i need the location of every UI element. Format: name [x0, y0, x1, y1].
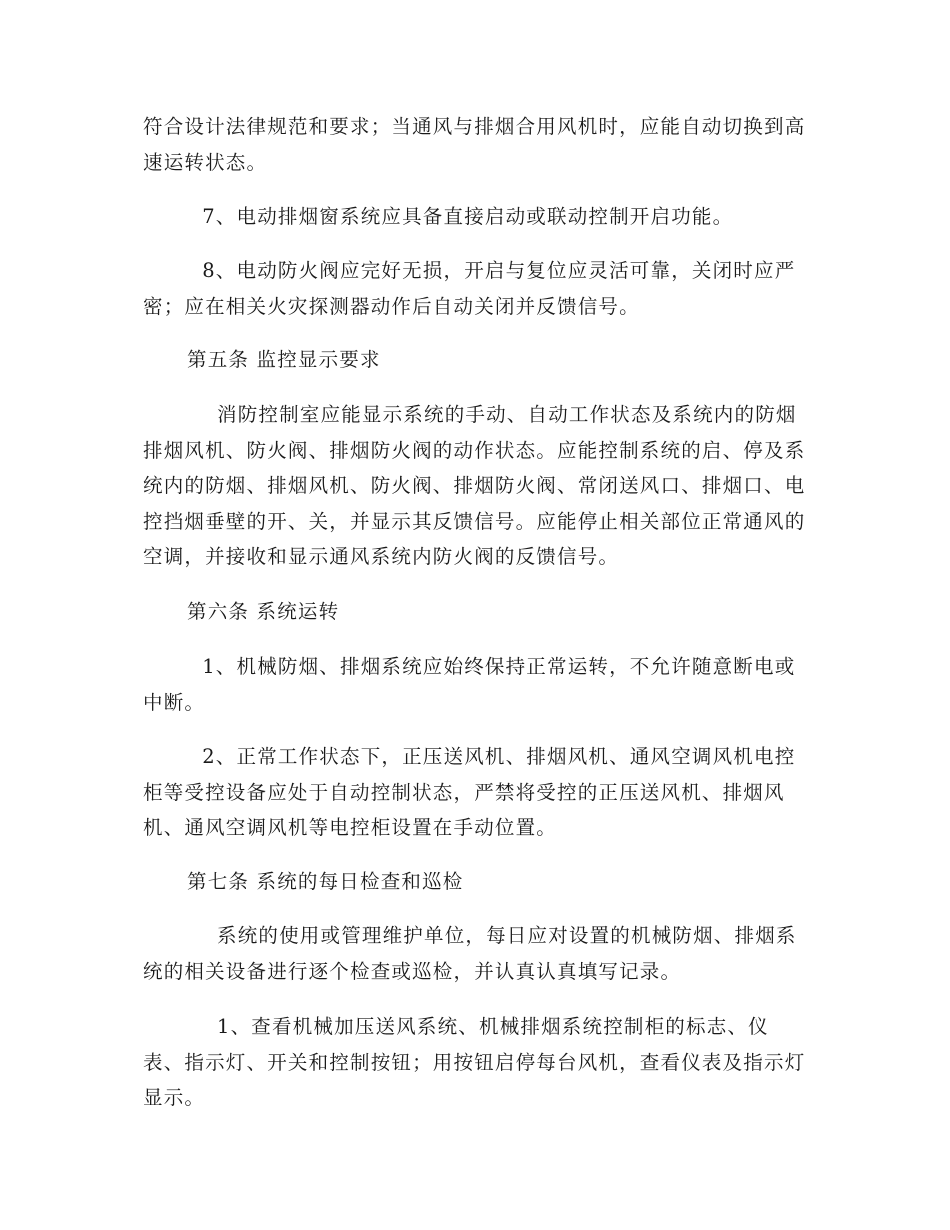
paragraph-monitoring: 消防控制室应能显示系统的手动、自动工作状态及系统内的防烟排烟风机、防火阀、排烟防火阀的动作状态。应能控制系统的启、停及系统内的防烟、排烟风机、防火阀、排烟防火阀、常闭送风口、排烟口、电控挡烟垂壁的开、关，并显示其反馈信号。应能停止相关部位正常通风的空调，并接收和显示通风系统内防火阀的反馈信号。: [143, 403, 806, 568]
paragraph-daily-inspection: 系统的使用或管理维护单位，每日应对设置的机械防烟、排烟系统的相关设备进行逐个检查或巡检，并认真认真填写记录。: [143, 924, 797, 983]
paragraph-fan-switch: 符合设计法律规范和要求；当通风与排烟合用风机时，应能自动切换到高速运转状态。: [143, 115, 806, 174]
paragraph-operation-2: 2、正常工作状态下，正压送风机、排烟风机、通风空调风机电控柜等受控设备应处于自动控制状态，严禁将受控的正压送风机、排烟风机、通风空调风机等电控柜设置在手动位置。: [143, 745, 796, 839]
paragraph-operation-1: 1、机械防烟、排烟系统应始终保持正常运转，不允许随意断电或中断。: [143, 655, 796, 714]
paragraph-item-8: 8、电动防火阀应完好无损，开启与复位应灵活可靠，关闭时应严密；应在相关火灾探测器动作后自动关闭并反馈信号。: [143, 259, 796, 318]
paragraph-inspection-1: 1、查看机械加压送风系统、机械排烟系统控制柜的标志、仪表、指示灯、开关和控制按钮；用按钮启停每台风机，查看仪表及指示灯显示。: [143, 1015, 806, 1109]
heading-article-7: 第七条 系统的每日检查和巡检: [187, 870, 464, 893]
paragraph-item-7: 7、电动排烟窗系统应具备直接启动或联动控制开启功能。: [143, 205, 734, 228]
heading-article-6: 第六条 系统运转: [187, 600, 340, 623]
heading-article-5: 第五条 监控显示要求: [187, 348, 381, 371]
